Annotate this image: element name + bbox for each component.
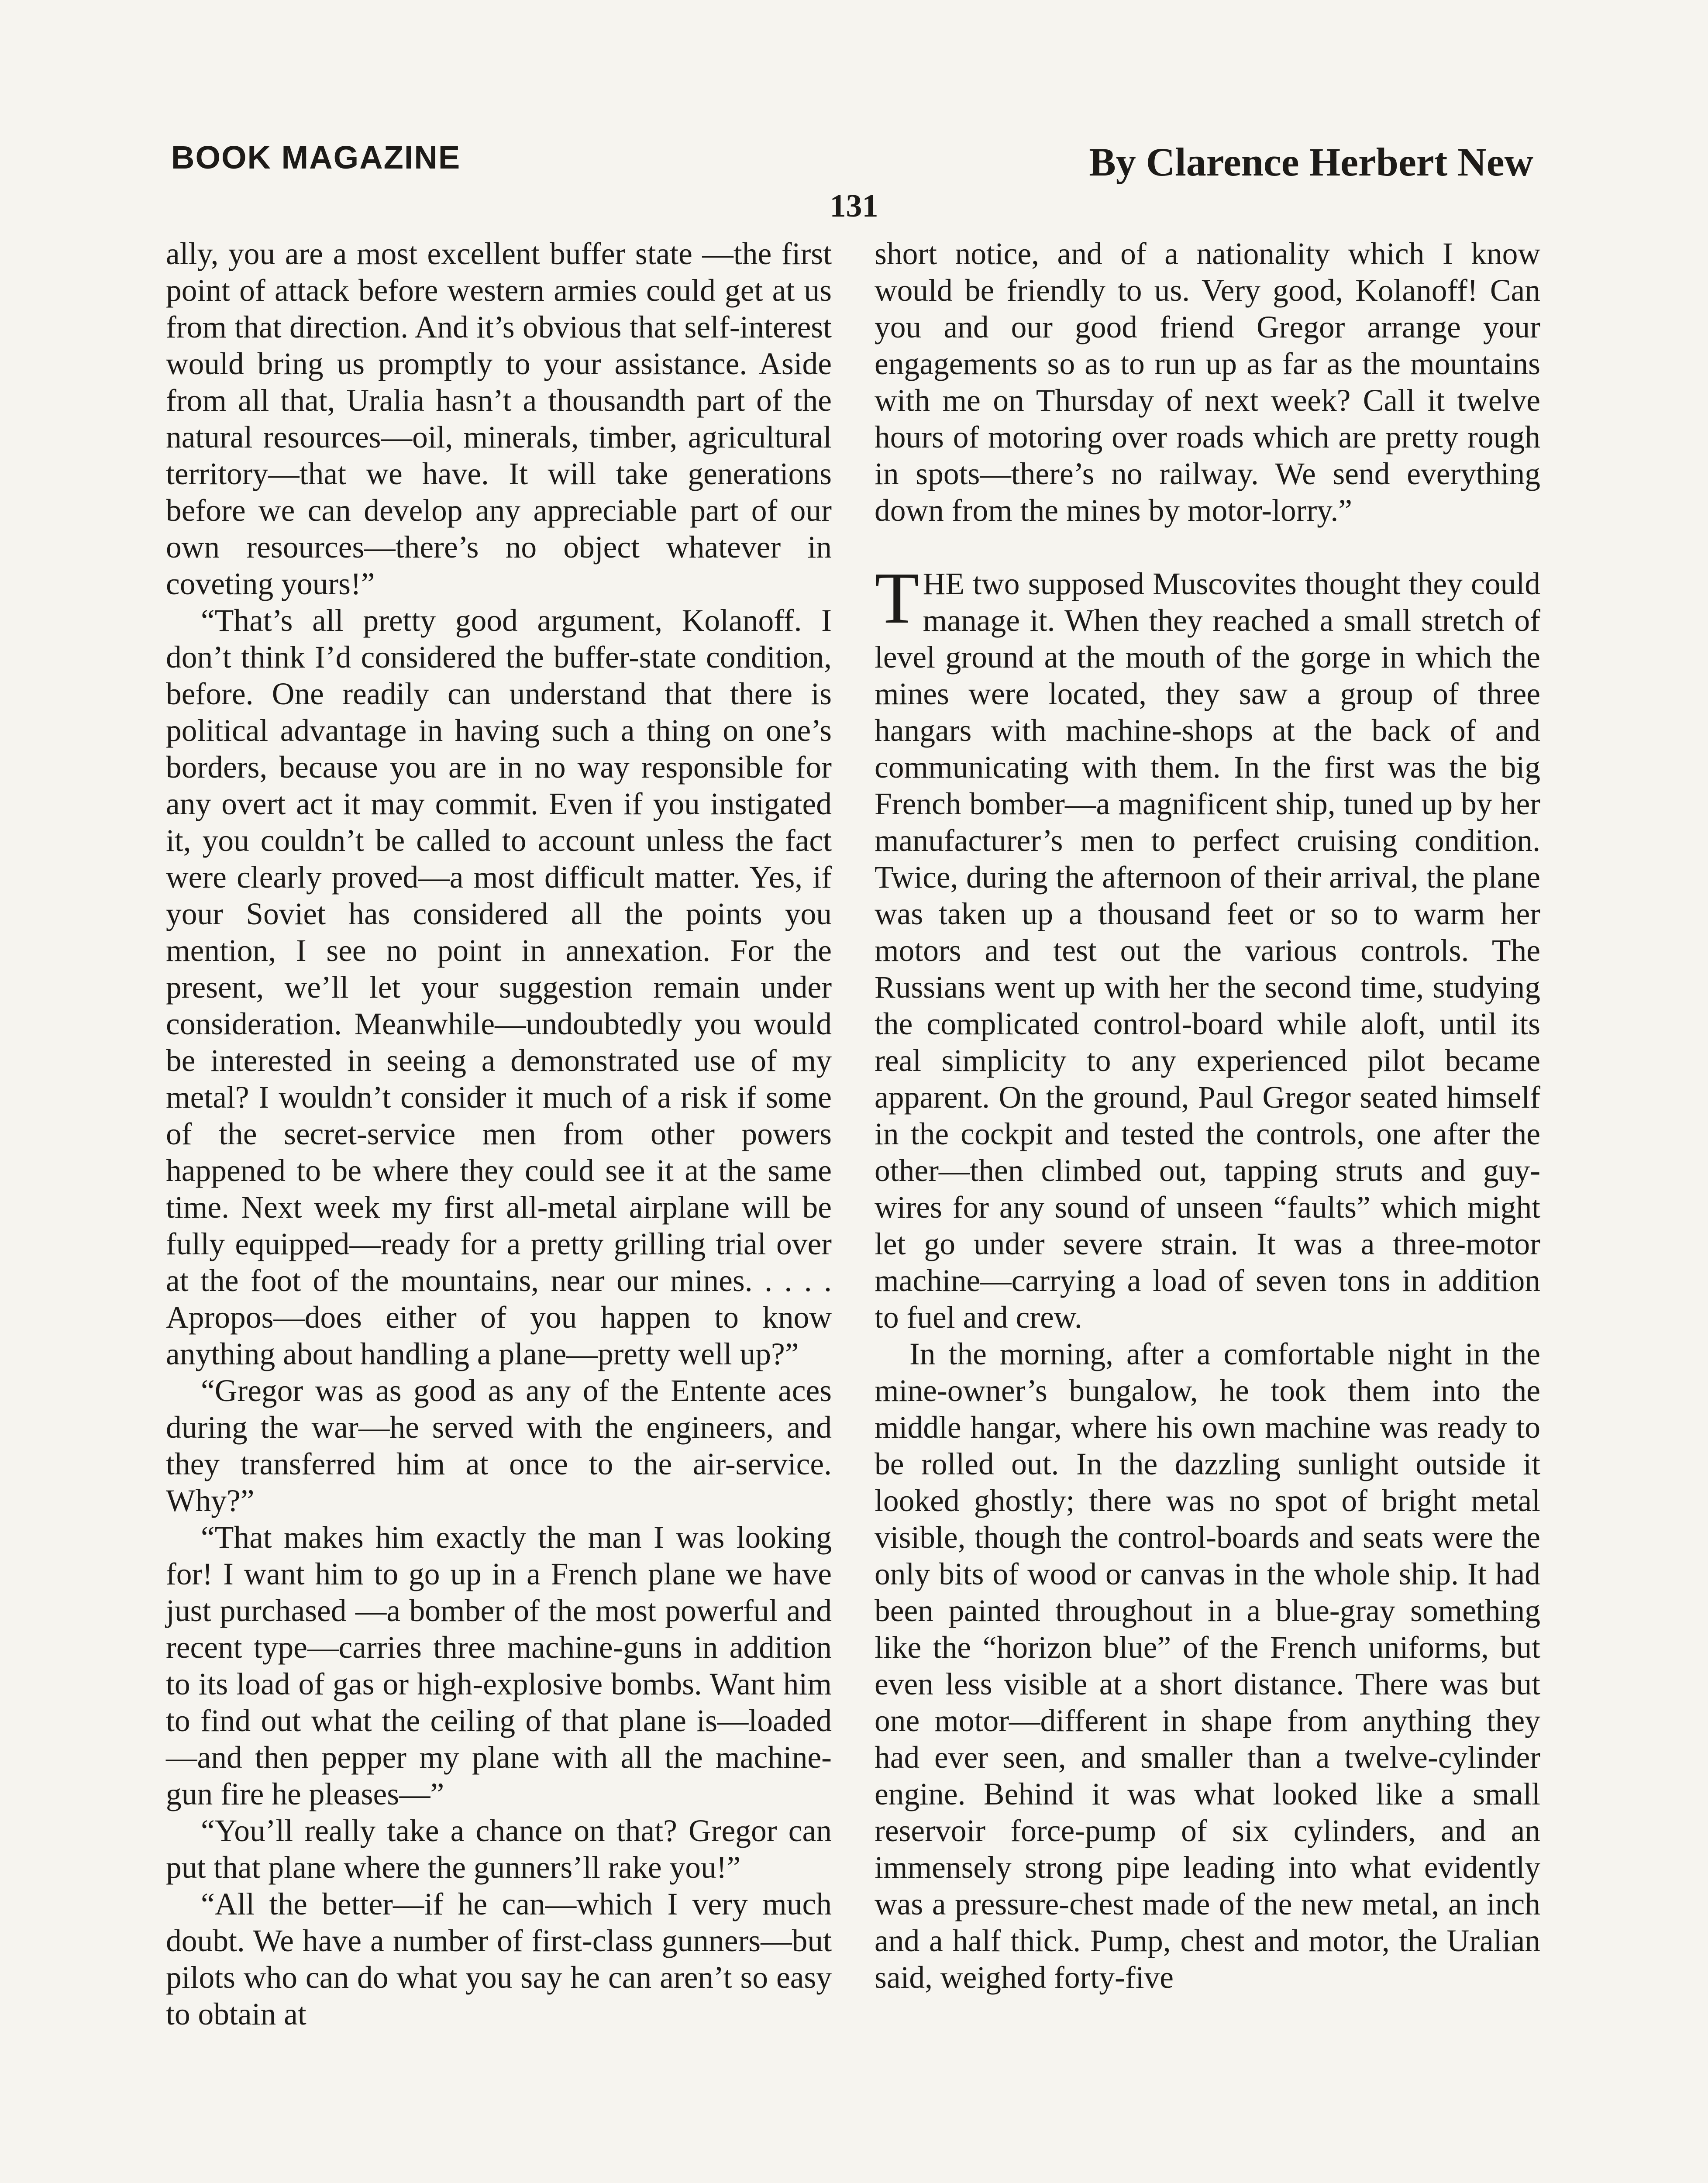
drop-cap: T [875,558,919,639]
paragraph: “All the better—if he can—which I very much doubt. We have a number of first-class gunners—but pilots who can do what you say he can aren’t so easy to obtain at [166,1887,832,2031]
page-number: 131 [830,188,878,224]
paragraph: “You’ll really take a chance on that? Gregor can put that plane where the gunners’ll rake you!” [166,1814,832,1885]
header-author: By Clarence Herbert New [1089,140,1533,184]
section-text: HE two supposed Muscovites thought they could manage it. When they reached a small stretch of level ground at the mouth of the gorge in which the mines were located, they saw a group of three hangars with machine-shops at the back of and communicating with them. In the first was the big French bomber—a magnificent ship, tuned up by her manufacturer’s men to perfect cruising condition. Twice, during the afternoon of their arrival, the plane was taken up a thousand feet or so to warm her motors and test out the various controls. The Russians went up with her the second time, studying the complicated control-board while aloft, until its real simplicity to any experienced pilot became apparent. On the ground, Paul Gregor seated himself in the cockpit and tested the controls, one after the other—then climbed out, tapping struts and guy-wires for any sound of unseen “faults” which might let go under severe strain. It was a three-motor machine—carrying a load of seven tons in addition to fuel and crew. [875,567,1540,1335]
section-paragraph [875,558,1540,1336]
paragraph: In the morning, after a comfortable night in the mine-owner’s bungalow, he took them into the middle hangar, where his own machine was ready to be rolled out. In the dazzling sunlight outside it looked ghostly; there was no spot of bright metal visible, though the control-boards and seats were the only bits of wood or canvas in the whole ship. It had been painted throughout in a blue-gray something like the “horizon blue” of the French uniforms, but even less visible at a short distance. There was but one motor—different in shape from anything they had ever seen, and smaller than a twelve-cylinder engine. Behind it was what looked like a small reservoir force-pump of six cylinders, and an immensely strong pipe leading into what evidently was a pressure-chest made of the new metal, an inch and a half thick. Pump, chest and motor, the Uralian said, weighed forty-five [875,1337,1540,1995]
header-magazine-title: BOOK MAGAZINE [171,139,461,176]
paragraph: “Gregor was as good as any of the Entente aces during the war—he served with the engineers, and they transferred him at once to the air-service. Why?” [166,1374,832,1518]
left-column [166,236,832,2033]
paragraph: “That’s all pretty good argument, Kolanoff. I don’t think I’d considered the buffer-state condition, before. One readily can understand that there is political advantage in having such a thing on one’s borders, because you are in no way responsible for any overt act it may commit. Even if you instigated it, you couldn’t be called to account unless the fact were clearly proved—a most difficult matter. Yes, if your Soviet has considered all the points you mention, I see no point in annexation. For the present, we’ll let your suggestion remain under consideration. Meanwhile—undoubtedly you would be interested in seeing a demonstrated use of my metal? I wouldn’t consider it much of a risk if some of the secret-service men from other powers happened to be where they could see it at the same time. Next week my first all-metal airplane will be fully equipped—ready for a pretty grilling trial over at the foot of the mountains, near our mines. . . . . Apropos—does either of you happen to know anything about handling a plane—pretty well up?” [166,603,832,1371]
paragraph: short notice, and of a nationality which I know would be friendly to us. Very good, Kolanoff! Can you and our good friend Gregor arrange your engagements so as to run up as far as the mountains with me on Thursday of next week? Call it twelve hours of motoring over roads which are pretty rough in spots—there’s no railway. We send everything down from the mines by motor-lorry.” [875,237,1540,528]
right-column [875,236,1540,1996]
paragraph: “That makes him exactly the man I was looking for! I want him to go up in a French plane we have just purchased —a bomber of the most powerful and recent type—carries three machine-guns in addition to its load of gas or high-explosive bombs. Want him to find out what the ceiling of that plane is—loaded—and then pepper my plane with all the machine-gun fire he pleases—” [166,1520,832,1811]
paragraph: ally, you are a most excellent buffer state —the first point of attack before western armies could get at us from that direction. And it’s obvious that self-interest would bring us promptly to your assistance. Aside from all that, Uralia hasn’t a thousandth part of the natural resources—oil, minerals, timber, agricultural territory—that we have. It will take generations before we can develop any appreciable part of our own resources—there’s no object whatever in coveting yours!” [166,237,832,601]
